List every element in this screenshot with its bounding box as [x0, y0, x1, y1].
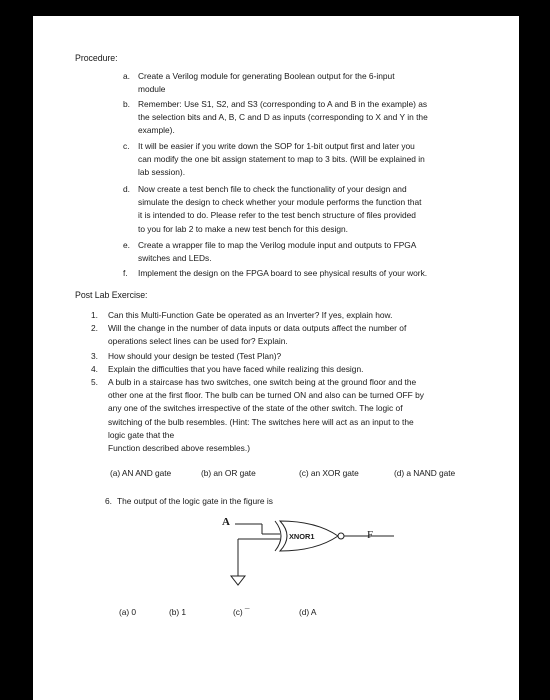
list-marker: 1.	[91, 310, 98, 320]
list-marker: b.	[123, 99, 130, 109]
q5-option-a: (a) AN AND gate	[110, 468, 172, 478]
q6-option-b: (b) 1	[169, 607, 186, 617]
list-marker: f.	[123, 268, 128, 278]
list-text: How should your design be tested (Test Plan)?	[108, 351, 282, 361]
list-text: Explain the difficulties that you have faced while realizing this design.	[108, 364, 364, 374]
list-marker: 6.	[105, 496, 112, 506]
gate-input-label: A	[222, 516, 230, 528]
list-marker: a.	[123, 71, 130, 81]
list-text: The output of the logic gate in the figure is	[117, 496, 273, 506]
list-marker: c.	[123, 141, 130, 151]
list-marker: 5.	[91, 377, 98, 387]
list-marker: 3.	[91, 351, 98, 361]
list-marker: e.	[123, 240, 130, 250]
list-text: Create a Verilog module for generating Boolean output for the 6-input module	[138, 71, 395, 95]
list-marker: 4.	[91, 364, 98, 374]
q5-option-d: (d) a NAND gate	[394, 468, 456, 478]
document-page	[33, 16, 519, 700]
q5-option-c: (c) an XOR gate	[299, 468, 359, 478]
list-text: A bulb in a staircase has two switches, one switch being at the ground floor and the other one at the first floor. The bulb can be turned ON and also can be turned OFF by any one of the switches irrespective of the state of the other switch. The logic of switching of the bulb resembles. (Hint: The switches here will act as an input to the logic gate that the Function described above resembles.)	[108, 377, 424, 454]
list-text: Remember: Use S1, S2, and S3 (corresponding to A and B in the example) as the selection bits and A, B, C and D as inputs (corresponding to X and Y in the example).	[138, 99, 428, 136]
xnor-gate-diagram	[228, 514, 388, 594]
list-marker: 2.	[91, 323, 98, 333]
q5-option-b: (b) an OR gate	[201, 468, 256, 478]
q6-option-d: (d) A	[299, 607, 317, 617]
gate-label: XNOR1	[289, 532, 315, 541]
gate-output-label: F	[367, 529, 374, 541]
procedure-heading: Procedure:	[75, 53, 118, 63]
list-text: Can this Multi-Function Gate be operated as an Inverter? If yes, explain how.	[108, 310, 393, 320]
post-lab-heading: Post Lab Exercise:	[75, 290, 148, 300]
list-text: Will the change in the number of data inputs or data outputs affect the number of operations select lines can be used for? Explain.	[108, 323, 407, 347]
list-text: Now create a test bench file to check the functionality of your design and simulate the design to check whether your module performs the function that it is intended to do. Please refer to the test bench structure of files provided to you for lab 2 to make a new test bench for this design.	[138, 184, 422, 234]
list-text: Implement the design on the FPGA board to see physical results of your work.	[138, 268, 428, 278]
q6-option-a: (a) 0	[119, 607, 136, 617]
list-text: Create a wrapper file to map the Verilog module input and outputs to FPGA switches and LEDs.	[138, 240, 417, 264]
q6-option-c: (c) ¯	[233, 607, 250, 617]
list-text: It will be easier if you write down the SOP for 1-bit output first and later you can modify the one bit assign statement to map to 3 bits. (Will be explained in lab session).	[138, 141, 425, 178]
list-marker: d.	[123, 184, 130, 194]
